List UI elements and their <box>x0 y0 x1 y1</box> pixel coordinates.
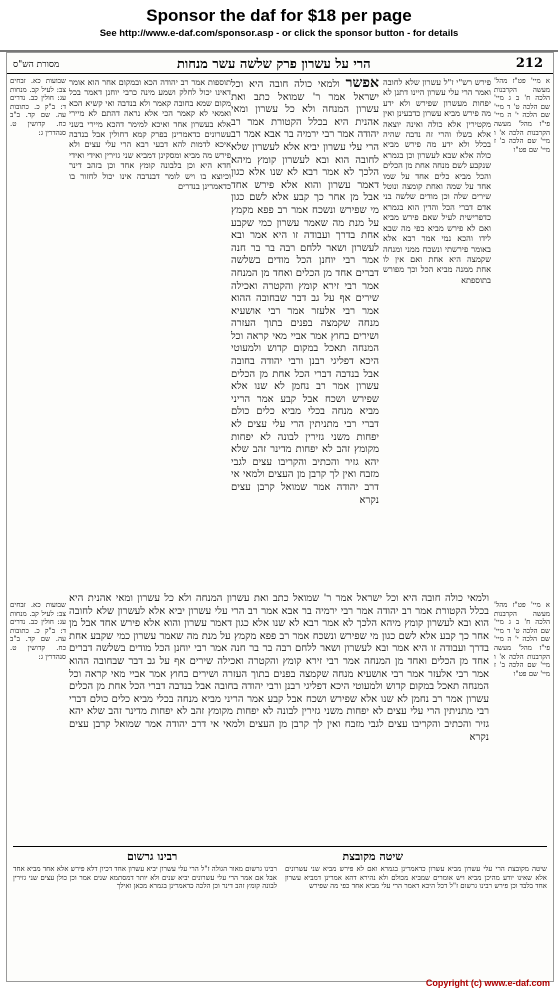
sponsor-title[interactable]: Sponsor the daf for $18 per page <box>146 6 412 25</box>
ein-mishpat-lower <box>494 601 550 841</box>
tosafot-column <box>69 77 231 597</box>
ein-mishpat-text: א מיי' פט"ז מהל' מעשה הקרבנות הלכה ח' ב ג מיי' שם הלכה ט' ד מיי' שם הלכה י' ה מיי' פי"ז מהל' מעשה הקרבנות הלכה א' ו מיי' שם הלכה ב' ז מיי' שם פט"ו <box>494 77 550 154</box>
rashi-text: פירש רש"י ז"ל עשרון שלא לחובה ואמר הרי עלי עשרון היינו דתנן לא יפחות מעשרון שפירש ולא ידע מה פירש מביא עשרון כדבעינן ואין מקטירין אלא כולה ואינה יוצאה אלא בשלו והרי זה נדבה שהיה בכלל ולא ידע מה פירש מביא כולה אלא שבא לעשרון וכן בגמרא שנקבע לשם מנחה אחת מן הכלים והכל מביא כלים אחד על שמו אחד על שמה ואחת קומצה ונוטל שירים שלה וכן מודים שלשה בני אדם דברי הכל והדין הוא בגמרא כדפרישית לעיל שאם פירש מביא ואם לא פירש מביא כפי מה שבא לידו והכא נמי אמר רבא אלא באומר פירשתי ונשכח ממני ומנחה שקמצה היא אחת ואם אין לו אחת ממנה מביא הכל וכך מפורש בתוספתא <box>383 77 491 285</box>
masoret-column <box>10 77 66 597</box>
gemara-continuation-text: ולמאי כולה חובה היא וכל ישראל אמר ר' שמואל כתב ואת עשרון המנחה ולא כל עשרון ומאי אהנית היא בכלל הקטורת אמר רב יהודה אמר רבי ירמיה בר אבא אמר רב הרי עלי עשרון יביא אלא לעשרון שלא לחובה הוא ובא לעשרון קומץ מיהא הלכך לא אמר רבא לא שנו אלא כגון דאמר עשרון והוא אלא פירש אחד אבל מן אחר כך קבע אלא לשם כגון מי שפירש ונשכח אמר רב פפא מקמץ על מנת מה שאמר עשרון כמי שקבע אחת בדרך ועבודה זו היא אמר ובא לעשרון ושאר ללחם רבה בר בר חנה אמר רבי יוחנן הכל מודים בשלשה דברים אחד מן הכלים ואחד מן המנחה אמר רבי זירא קומץ והקטרה ואכילה שירים אף על גב דבר שבחובה ההוא אמר רבי אלעזר אמר רבי אושעיא מנחה שקמצה בפנים בתוך העזרה ושירים בחוץ אמר אביי מאי קראה וכל המנחה תאכל במקום קדוש ולמעוטי היכא דפליגי רבנן ורבי יהודה בחובה אבל בנדבה דברי הכל אחת מן הכלים עשרון אמר רב נחמן לא שנו אלא שפירש ושכח אבל קבע אמר הריני מביא מנחה בכלי מביא כלים כולם דברי רבי מתניתין הרי עלי עצים לא יפחות משני גזירין לבונה לא יפחות מקומץ זהב לא יפחות מדינר זהב שלא יהא גזיר והכתיב והקריבו עצים לגבי מזבח ואין לך קרבן מן העצים ולמאי אי דרב יהודה אמר שמואל קרבן עצים נקרא <box>69 593 489 743</box>
shita-text: שיטה מקובצת הרי עלי עשרון מביא עשרון כדאמרינן בגמרא ואם לא פירש מביא שני עשרונים אלא שאינו יודע מהיכן מביא ויש אומרים שמביא מכולם ולא נהירא דהא אמרינן דמביא עשרון אחד בלבד וכן פירש רבינו גרשום ז"ל דכל היכא דאמר הרי עלי מביא אחד כפי מה שפירש <box>285 865 547 891</box>
sponsor-banner[interactable] <box>0 0 558 52</box>
talmud-page <box>6 52 554 982</box>
masoret-lower <box>10 601 66 841</box>
rashi-column <box>383 77 491 597</box>
gemara-column <box>231 77 379 585</box>
bottom-rule <box>13 846 547 847</box>
shita-heading: שיטה מקובצת <box>342 850 403 863</box>
gershom-text: רבינו גרשום מאור הגולה ז"ל הרי עלי עשרון יביא עשרון אחד דכיון דלא פירש אלא אחד מביא אחד אבל אם אמר הרי עלי עשרונים יביא שנים ולא יותר דמסתמא שנים אמר וכן כולן עצים שני גזירין לבונה קומץ זהב דינר וכן הלכה כדאמרינן בגמרא מכאן ואילך <box>13 865 277 891</box>
running-head: הרי על עשרון פרק שלשה עשר מנחות <box>177 57 371 72</box>
ein-mishpat-column <box>494 77 550 597</box>
copyright-notice[interactable]: Copyright (c) www.e-daf.com <box>425 978 550 988</box>
masoret-lower-text: שבועות כא. זבחים צב: לעיל קב. מנחות עג: חולין כב. נדרים ד: ב"ק כ. כתובות עה. שם קד. ב"ב כח. קדושין ט. סנהדרין ג: <box>10 601 66 661</box>
gershom-heading: רבינו גרשום <box>127 850 178 863</box>
sponsor-subtitle[interactable]: See http://www.e-daf.com/sponsor.asp - or click the sponsor button - for details <box>99 28 459 39</box>
masoret-text: שבועות כא. זבחים צב: לעיל קב. מנחות עג: חולין כב. נדרים ד: ב"ק כ. כתובות עה. שם קד. ב"ב כח. קדושין ט. סנהדרין ג: <box>10 77 66 137</box>
gemara-opening-word: אפשר <box>345 77 379 91</box>
gemara-text: ולמאי כולה חובה היא וכל ישראל אמר ר' שמואל כתב ואת עשרון המנחה ולא כל עשרון ומאי אהנית היא בכלל הקטורת אמר רב יהודה אמר רבי ירמיה בר אבא אמר רב הרי עלי עשרון יביא אלא לעשרון שלא לחובה הוא ובא לעשרון קומץ מיהא הלכך לא אמר רבא לא שנו אלא כגון דאמר עשרון והוא אלא פירש אחד אבל מן אחר כך קבע אלא לשם כגון מי שפירש ונשכח אמר רב פפא מקמץ על מנת מה שאמר עשרון כמי שקבע אחת בדרך ועבודה זו היא אמר ובא לעשרון ושאר ללחם רבה בר בר חנה אמר רבי יוחנן הכל מודים בשלשה דברים אחד מן הכלים ואחד מן המנחה אמר רבי זירא קומץ והקטרה ואכילה שירים אף על גב דבר שבחובה ההוא אמר רבי אלעזר אמר רבי אושעיא מנחה שקמצה בפנים בתוך העזרה ושירים בחוץ אמר אביי מאי קראה וכל המנחה תאכל במקום קדוש ולמעוטי היכא דפליגי רבנן ורבי יהודה בחובה אבל בנדבה דברי הכל אחת מן הכלים עשרון אמר רב נחמן לא שנו אלא שפירש ושכח אבל קבע אמר הריני מביא מנחה בכלי מביא כלים כולם דברי רבי מתניתין הרי עלי עצים לא יפחות משני גזירין לבונה לא יפחות מקומץ זהב לא יפחות מדינר זהב שלא יהא גזיר והכתיב והקריבו עצים לגבי מזבח ואין לך קרבן מן העצים ולמאי אי דרב יהודה אמר שמואל קרבן עצים נקרא <box>231 79 379 506</box>
page-number: 212 <box>515 56 543 71</box>
shita-column <box>285 865 547 975</box>
gershom-column <box>13 865 277 975</box>
masoret-label: מסורת הש"ס <box>13 60 60 70</box>
tosafot-text: תוספות אמר רב יהודה הכא ובמקום אחר הוא אומר דאינו יכול לחלק ושמע מינה כרבי יוחנן דאמר בכל מקום שמא בחובה קאמר ולא בנדבה ואי קשיא הכא ואמאי לא קאמר הכי אלא נראה דהתם לא מיירי אלא בעשרון אחד ואיכא למימר דהכא מיירי בשני עשרונים כדאמרינן בפרק קמא דחולין אבל בנדבה איכא לדמות להא דבעי רבא הרי עלי עצים ולא פירש מה מביא ומסקינן דמביא שני גזירין ואידי ואידי חדא היא וכן בלבונה קומץ אחד וכן בזהב דינר וכיוצא בו ויש לומר דבנדבה אינו יכול לחזור בו כדאמרינן בנדרים <box>69 77 231 192</box>
ein-mishpat-lower-text: א מיי' פט"ז מהל' מעשה הקרבנות הלכה ח' ב ג מיי' שם הלכה ט' ד מיי' שם הלכה י' ה מיי' פי"ז מהל' מעשה הקרבנות הלכה א' ו מיי' שם הלכה ב' ז מיי' שם פט"ו <box>494 601 550 678</box>
gemara-continuation <box>69 593 489 843</box>
header-rule <box>7 73 553 74</box>
